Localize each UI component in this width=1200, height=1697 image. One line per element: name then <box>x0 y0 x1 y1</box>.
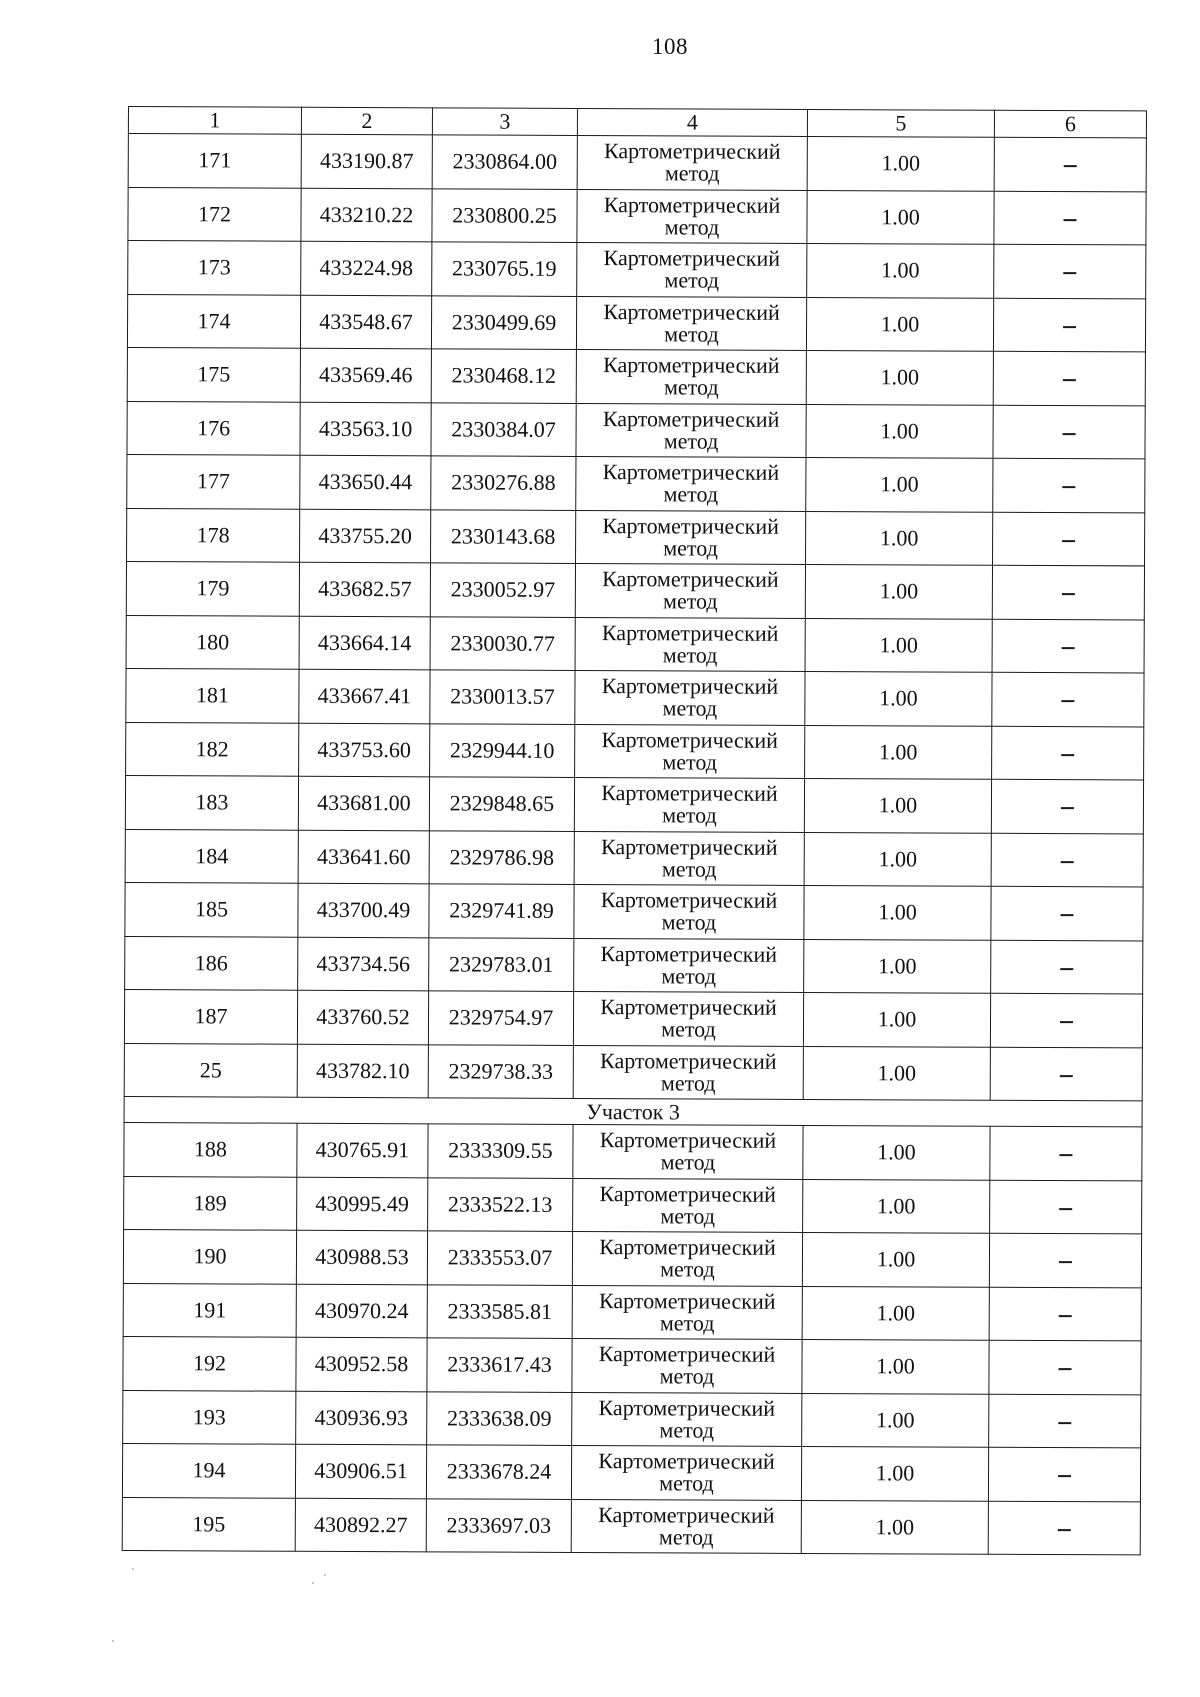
table-row <box>127 401 1145 459</box>
accuracy-cell: 1.00 <box>807 136 994 190</box>
accuracy-cell: 1.00 <box>803 1046 990 1100</box>
dash-mark <box>1063 433 1076 435</box>
coordinates-table <box>122 106 1147 1555</box>
method-cell: Картометрический метод <box>572 1338 802 1393</box>
description-cell <box>989 1394 1141 1448</box>
table-row <box>127 294 1145 352</box>
point-number-cell: 186 <box>125 936 298 990</box>
x-coordinate-cell: 430988.53 <box>296 1230 427 1284</box>
x-coordinate-cell: 430952.58 <box>296 1337 427 1391</box>
point-number-cell: 178 <box>127 508 300 562</box>
description-cell <box>992 726 1144 780</box>
y-coordinate-cell: 2329944.10 <box>430 723 575 777</box>
table-row <box>123 1229 1141 1287</box>
point-number-cell: 177 <box>127 454 300 508</box>
x-coordinate-cell: 433700.49 <box>298 883 429 937</box>
dash-mark <box>1060 1075 1073 1077</box>
method-cell: Картометрический метод <box>573 1178 803 1233</box>
section-label: Участок 3 <box>124 1096 1142 1126</box>
accuracy-cell: 1.00 <box>806 404 993 458</box>
accuracy-cell: 1.00 <box>804 885 991 939</box>
accuracy-cell: 1.00 <box>805 618 992 672</box>
point-number-cell: 179 <box>126 561 299 615</box>
table-row <box>124 1176 1142 1234</box>
point-number-cell: 182 <box>126 722 299 776</box>
dash-mark <box>1060 1021 1073 1023</box>
dash-mark <box>1058 1475 1071 1477</box>
description-cell <box>990 1126 1142 1180</box>
method-cell: Картометрический метод <box>576 456 806 511</box>
x-coordinate-cell: 430995.49 <box>297 1177 428 1231</box>
y-coordinate-cell: 2329738.33 <box>428 1044 573 1098</box>
method-cell: Картометрический метод <box>575 617 805 672</box>
y-coordinate-cell: 2333678.24 <box>426 1445 571 1499</box>
point-number-cell: 172 <box>128 187 301 241</box>
column-header: 2 <box>301 107 432 135</box>
description-cell <box>994 244 1146 298</box>
accuracy-cell: 1.00 <box>806 457 993 511</box>
y-coordinate-cell: 2330030.77 <box>430 616 575 670</box>
table-row <box>126 561 1144 619</box>
table-row <box>124 1122 1142 1180</box>
column-header: 4 <box>577 108 807 136</box>
description-cell <box>988 1447 1140 1501</box>
scan-speck <box>312 1582 314 1584</box>
table-row <box>127 508 1145 566</box>
scan-speck <box>112 1640 114 1642</box>
method-cell: Картометрический метод <box>573 1045 803 1100</box>
table-row <box>128 134 1146 192</box>
point-number-cell: 189 <box>124 1176 297 1230</box>
description-cell <box>991 779 1143 833</box>
dash-mark <box>1059 1154 1072 1156</box>
y-coordinate-cell: 2330499.69 <box>431 295 576 349</box>
y-coordinate-cell: 2330052.97 <box>430 563 575 617</box>
description-cell <box>989 1233 1141 1287</box>
y-coordinate-cell: 2329783.01 <box>429 937 574 991</box>
dash-mark <box>1063 379 1076 381</box>
y-coordinate-cell: 2330013.57 <box>430 670 575 724</box>
point-number-cell: 193 <box>123 1390 296 1444</box>
y-coordinate-cell: 2333697.03 <box>426 1498 571 1552</box>
x-coordinate-cell: 433753.60 <box>299 723 430 777</box>
dash-mark <box>1060 914 1073 916</box>
table-row <box>127 347 1145 405</box>
dash-mark <box>1061 807 1074 809</box>
page-number: 108 <box>652 34 688 59</box>
method-cell: Картометрический метод <box>573 1124 803 1179</box>
method-cell: Картометрический метод <box>572 1231 802 1286</box>
point-number-cell: 175 <box>127 347 300 401</box>
dash-mark <box>1061 861 1074 863</box>
column-header: 1 <box>128 107 301 135</box>
x-coordinate-cell: 433755.20 <box>300 509 431 563</box>
x-coordinate-cell: 433224.98 <box>301 241 432 295</box>
y-coordinate-cell: 2329741.89 <box>429 884 574 938</box>
table-row <box>125 775 1143 833</box>
method-cell: Картометрический метод <box>577 242 807 297</box>
method-cell: Картометрический метод <box>577 189 807 244</box>
x-coordinate-cell: 433641.60 <box>298 830 429 884</box>
method-cell: Картометрический метод <box>574 938 804 993</box>
accuracy-cell: 1.00 <box>806 297 993 351</box>
table-row <box>123 1390 1141 1448</box>
y-coordinate-cell: 2329786.98 <box>429 830 574 884</box>
x-coordinate-cell: 430765.91 <box>297 1123 428 1177</box>
description-cell <box>990 1047 1142 1101</box>
point-number-cell: 185 <box>125 882 298 936</box>
point-number-cell: 174 <box>127 294 300 348</box>
method-cell: Картометрический метод <box>576 296 806 351</box>
x-coordinate-cell: 433782.10 <box>297 1044 428 1098</box>
accuracy-cell: 1.00 <box>802 1286 989 1340</box>
method-cell: Картометрический метод <box>574 884 804 939</box>
y-coordinate-cell: 2329754.97 <box>428 991 573 1045</box>
x-coordinate-cell: 433667.41 <box>299 669 430 723</box>
dash-mark <box>1063 326 1076 328</box>
description-cell <box>993 405 1145 459</box>
description-cell <box>989 1340 1141 1394</box>
y-coordinate-cell: 2333522.13 <box>428 1177 573 1231</box>
dash-mark <box>1062 486 1075 488</box>
table-body <box>122 134 1146 1555</box>
dash-mark <box>1059 1208 1072 1210</box>
method-cell: Картометрический метод <box>574 831 804 886</box>
scan-speck <box>324 1574 326 1576</box>
dash-mark <box>1058 1422 1071 1424</box>
description-cell <box>993 351 1145 405</box>
table-row <box>124 989 1142 1047</box>
dash-mark <box>1062 647 1075 649</box>
accuracy-cell: 1.00 <box>807 190 994 244</box>
point-number-cell: 190 <box>123 1229 296 1283</box>
point-number-cell: 176 <box>127 401 300 455</box>
y-coordinate-cell: 2333638.09 <box>427 1391 572 1445</box>
method-cell: Картометрический метод <box>572 1285 802 1340</box>
point-number-cell: 191 <box>123 1283 296 1337</box>
point-number-cell: 171 <box>128 134 301 188</box>
description-cell <box>989 1287 1141 1341</box>
dash-mark <box>1064 165 1077 167</box>
accuracy-cell: 1.00 <box>806 350 993 404</box>
description-cell <box>992 565 1144 619</box>
table-row <box>125 829 1143 887</box>
accuracy-cell: 1.00 <box>804 939 991 993</box>
description-cell <box>992 672 1144 726</box>
accuracy-cell: 1.00 <box>801 1446 988 1500</box>
x-coordinate-cell: 433190.87 <box>301 134 432 188</box>
method-cell: Картометрический метод <box>571 1499 801 1554</box>
x-coordinate-cell: 433650.44 <box>300 455 431 509</box>
x-coordinate-cell: 433681.00 <box>298 776 429 830</box>
table-row <box>123 1336 1141 1394</box>
accuracy-cell: 1.00 <box>802 1339 989 1393</box>
accuracy-cell: 1.00 <box>807 243 994 297</box>
dash-mark <box>1062 540 1075 542</box>
method-cell: Картометрический метод <box>574 777 804 832</box>
x-coordinate-cell: 430906.51 <box>295 1444 426 1498</box>
x-coordinate-cell: 433682.57 <box>299 562 430 616</box>
scan-speck <box>132 1568 134 1570</box>
x-coordinate-cell: 430892.27 <box>295 1498 426 1552</box>
accuracy-cell: 1.00 <box>801 1500 988 1554</box>
x-coordinate-cell: 433210.22 <box>301 188 432 242</box>
y-coordinate-cell: 2330468.12 <box>431 349 576 403</box>
point-number-cell: 183 <box>125 775 298 829</box>
description-cell <box>993 512 1145 566</box>
point-number-cell: 187 <box>124 989 297 1043</box>
dash-mark <box>1059 1261 1072 1263</box>
description-cell <box>988 1501 1140 1555</box>
table-row <box>125 882 1143 940</box>
accuracy-cell: 1.00 <box>805 671 992 725</box>
table-row <box>127 454 1145 512</box>
description-cell <box>993 458 1145 512</box>
x-coordinate-cell: 430970.24 <box>296 1284 427 1338</box>
table-row <box>126 615 1144 673</box>
method-cell: Картометрический метод <box>572 1392 802 1447</box>
dash-mark <box>1060 968 1073 970</box>
x-coordinate-cell: 433548.67 <box>300 295 431 349</box>
y-coordinate-cell: 2333585.81 <box>427 1284 572 1338</box>
table-row <box>122 1497 1140 1555</box>
table-row <box>125 936 1143 994</box>
y-coordinate-cell: 2333617.43 <box>427 1338 572 1392</box>
x-coordinate-cell: 433569.46 <box>300 348 431 402</box>
description-cell <box>994 191 1146 245</box>
dash-mark <box>1058 1529 1071 1531</box>
method-cell: Картометрический метод <box>576 349 806 404</box>
table-row <box>128 187 1146 245</box>
point-number-cell: 25 <box>124 1043 297 1097</box>
point-number-cell: 195 <box>122 1497 295 1551</box>
accuracy-cell: 1.00 <box>805 564 992 618</box>
point-number-cell: 173 <box>128 241 301 295</box>
method-cell: Картометрический метод <box>577 135 807 190</box>
accuracy-cell: 1.00 <box>803 992 990 1046</box>
y-coordinate-cell: 2329848.65 <box>429 777 574 831</box>
dash-mark <box>1064 219 1077 221</box>
column-header: 3 <box>432 108 577 136</box>
dash-mark <box>1061 754 1074 756</box>
table-row <box>124 1043 1142 1101</box>
accuracy-cell: 1.00 <box>804 778 991 832</box>
method-cell: Картометрический метод <box>573 991 803 1046</box>
method-cell: Картометрический метод <box>571 1445 801 1500</box>
y-coordinate-cell: 2330864.00 <box>432 135 577 189</box>
accuracy-cell: 1.00 <box>802 1232 989 1286</box>
description-cell <box>990 1180 1142 1234</box>
method-cell: Картометрический метод <box>576 510 806 565</box>
table-row <box>126 722 1144 780</box>
description-cell <box>992 619 1144 673</box>
accuracy-cell: 1.00 <box>806 511 993 565</box>
accuracy-cell: 1.00 <box>805 725 992 779</box>
method-cell: Картометрический метод <box>575 670 805 725</box>
y-coordinate-cell: 2333553.07 <box>427 1231 572 1285</box>
dash-mark <box>1061 700 1074 702</box>
column-header: 6 <box>994 110 1146 138</box>
description-cell <box>990 993 1142 1047</box>
method-cell: Картометрический метод <box>575 724 805 779</box>
dash-mark <box>1059 1315 1072 1317</box>
x-coordinate-cell: 433664.14 <box>299 616 430 670</box>
point-number-cell: 188 <box>124 1122 297 1176</box>
y-coordinate-cell: 2330765.19 <box>432 242 577 296</box>
table-row <box>123 1283 1141 1341</box>
method-cell: Картометрический метод <box>575 563 805 618</box>
x-coordinate-cell: 433563.10 <box>300 402 431 456</box>
accuracy-cell: 1.00 <box>802 1393 989 1447</box>
point-number-cell: 192 <box>123 1336 296 1390</box>
dash-mark <box>1062 593 1075 595</box>
point-number-cell: 194 <box>122 1443 295 1497</box>
accuracy-cell: 1.00 <box>804 832 991 886</box>
table-row <box>128 241 1146 299</box>
y-coordinate-cell: 2330384.07 <box>431 402 576 456</box>
point-number-cell: 180 <box>126 615 299 669</box>
dash-mark <box>1058 1368 1071 1370</box>
description-cell <box>991 940 1143 994</box>
x-coordinate-cell: 430936.93 <box>296 1391 427 1445</box>
description-cell <box>991 886 1143 940</box>
description-cell <box>993 298 1145 352</box>
table-row <box>126 668 1144 726</box>
y-coordinate-cell: 2330276.88 <box>431 456 576 510</box>
y-coordinate-cell: 2333309.55 <box>428 1124 573 1178</box>
x-coordinate-cell: 433760.52 <box>297 990 428 1044</box>
accuracy-cell: 1.00 <box>803 1179 990 1233</box>
description-cell <box>994 137 1146 191</box>
y-coordinate-cell: 2330143.68 <box>431 509 576 563</box>
point-number-cell: 184 <box>125 829 298 883</box>
dash-mark <box>1063 272 1076 274</box>
accuracy-cell: 1.00 <box>803 1125 990 1179</box>
method-cell: Картометрический метод <box>576 403 806 458</box>
description-cell <box>991 833 1143 887</box>
y-coordinate-cell: 2330800.25 <box>432 188 577 242</box>
table-row <box>122 1443 1140 1501</box>
point-number-cell: 181 <box>126 668 299 722</box>
x-coordinate-cell: 433734.56 <box>298 937 429 991</box>
column-header: 5 <box>807 109 994 137</box>
